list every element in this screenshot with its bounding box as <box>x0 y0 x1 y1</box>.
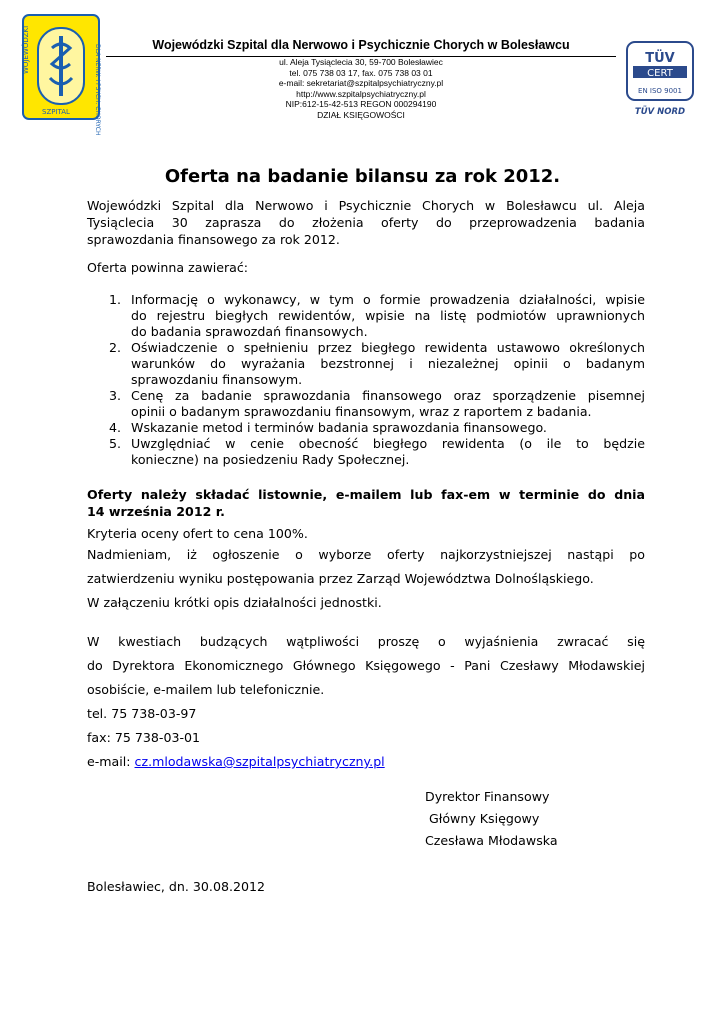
list-item <box>109 292 645 340</box>
questions-paragraph <box>87 630 645 774</box>
deadline-paragraph <box>87 486 645 520</box>
tuv-nord-text: TÜV NORD <box>634 107 686 117</box>
list-text: Wskazanie metod i terminów badania sprawozdania finansowego. <box>131 420 547 435</box>
requirements-list <box>109 292 645 468</box>
list-item <box>109 420 645 436</box>
list-text: do rejestru biegłych rewidentów, wpisie na listę podmiotów uprawnionych <box>131 308 645 323</box>
list-text: opinii o badanym sprawozdaniu finansowym, wraz z raportem z badania. <box>131 404 592 419</box>
header-website: http://www.szpitalpsychiatryczny.pl <box>296 88 426 99</box>
header-email: e-mail: sekretariat@szpitalpsychiatryczny.pl <box>278 78 444 88</box>
questions-line: W kwestiach budzących wątpliwości proszę o wyjaśnienia zwracać się <box>87 634 645 649</box>
offer-contents-label: Oferta powinna zawierać: <box>87 260 249 275</box>
list-text: konieczne) na posiedzeniu Rady Społecznej. <box>131 452 410 467</box>
email-label: e-mail: <box>87 754 135 769</box>
list-item <box>109 436 645 468</box>
attachment-line: W załączeniu krótki opis działalności jednostki. <box>87 595 382 610</box>
signature-title: Dyrektor Finansowy <box>425 789 550 804</box>
list-number: 4. <box>109 420 122 435</box>
list-text: Oświadczenie o spełnieniu przez biegłego rewidenta ustawowo określonych <box>131 340 645 355</box>
svg-text:DLA NERW. I PSYCH. CHORYCH: DLA NERW. I PSYCH. CHORYCH <box>94 44 101 136</box>
place-date: Bolesławiec, dn. 30.08.2012 <box>87 879 266 894</box>
tuv-cert-logo <box>625 40 695 118</box>
list-item <box>109 340 645 388</box>
notice-line: zatwierdzeniu wyniku postępowania przez Zarząd Województwa Dolnośląskiego. <box>87 571 594 586</box>
header-address: ul. Aleja Tysiąclecia 30, 59-700 Bolesławiec <box>279 57 443 67</box>
list-text: Cenę za badanie sprawozdania finansowego oraz sporządzenie pisemnej <box>131 388 645 403</box>
deadline-line: 14 września 2012 r. <box>87 504 225 519</box>
cert-text: CERT <box>647 68 673 79</box>
list-text: warunków do wyrażania bezstronnej i niezależnej opinii o badanym <box>131 356 645 371</box>
list-text: do badania sprawozdań finansowych. <box>131 324 368 339</box>
intro-paragraph <box>87 197 645 248</box>
notice-paragraph <box>87 543 645 615</box>
deadline-line: Oferty należy składać listownie, e-mailem lub fax-em w terminie do dnia <box>87 487 645 502</box>
list-number: 1. <box>109 292 122 307</box>
hospital-name: Wojewódzki Szpital dla Nerwowo i Psychicznie Chorych w Bolesławcu <box>152 38 570 52</box>
list-item <box>109 388 645 420</box>
intro-line: sprawozdania finansowego za rok 2012. <box>87 232 340 247</box>
svg-text:WOJEWÓDZKI: WOJEWÓDZKI <box>22 25 30 74</box>
email-link[interactable]: cz.mlodawska@szpitalpsychiatryczny.pl <box>134 754 385 769</box>
signature-block <box>425 786 558 852</box>
signature-name: Czesława Młodawska <box>425 833 558 848</box>
header-nip-regon: NIP:612-15-42-513 REGON 000294190 <box>285 99 437 109</box>
header-contact-block <box>106 57 616 120</box>
contact-tel: tel. 75 738-03-97 <box>87 706 197 721</box>
contact-email <box>87 750 645 774</box>
svg-text:SZPITAL: SZPITAL <box>42 108 70 116</box>
iso-text: EN ISO 9001 <box>638 87 682 95</box>
intro-line: Wojewódzki Szpital dla Nerwowo i Psychicznie Chorych w Bolesławcu ul. Aleja <box>87 198 645 213</box>
tuv-text: TÜV <box>645 51 675 66</box>
criteria-text: Kryteria oceny ofert to cena 100%. <box>87 526 308 541</box>
header-phone-fax: tel. 075 738 03 17, fax. 075 738 03 01 <box>289 67 433 78</box>
list-number: 5. <box>109 436 122 451</box>
questions-line: osobiście, e-mailem lub telefonicznie. <box>87 682 325 697</box>
hospital-logo <box>22 14 101 136</box>
list-number: 3. <box>109 388 122 403</box>
intro-line: Tysiąclecia 30 zaprasza do złożenia oferty do przeprowadzenia badania <box>87 215 645 230</box>
list-text: sprawozdaniu finansowym. <box>131 372 303 387</box>
questions-line: do Dyrektora Ekonomicznego Głównego Księgowego - Pani Czesławy Młodawskiej <box>87 658 645 673</box>
contact-fax: fax: 75 738-03-01 <box>87 730 201 745</box>
list-text: Uwzględniać w cenie obecność biegłego rewidenta (o ile to będzie <box>131 436 645 451</box>
notice-line: Nadmieniam, iż ogłoszenie o wyborze oferty najkorzystniejszej nastąpi po <box>87 547 645 562</box>
document-title: Oferta na badanie bilansu za rok 2012. <box>164 166 561 187</box>
signature-role: Główny Księgowy <box>425 811 540 826</box>
list-text: Informację o wykonawcy, w tym o formie prowadzenia działalności, wpisie <box>131 292 645 307</box>
header-department: DZIAŁ KSIĘGOWOŚCI <box>317 109 405 120</box>
list-number: 2. <box>109 340 122 355</box>
